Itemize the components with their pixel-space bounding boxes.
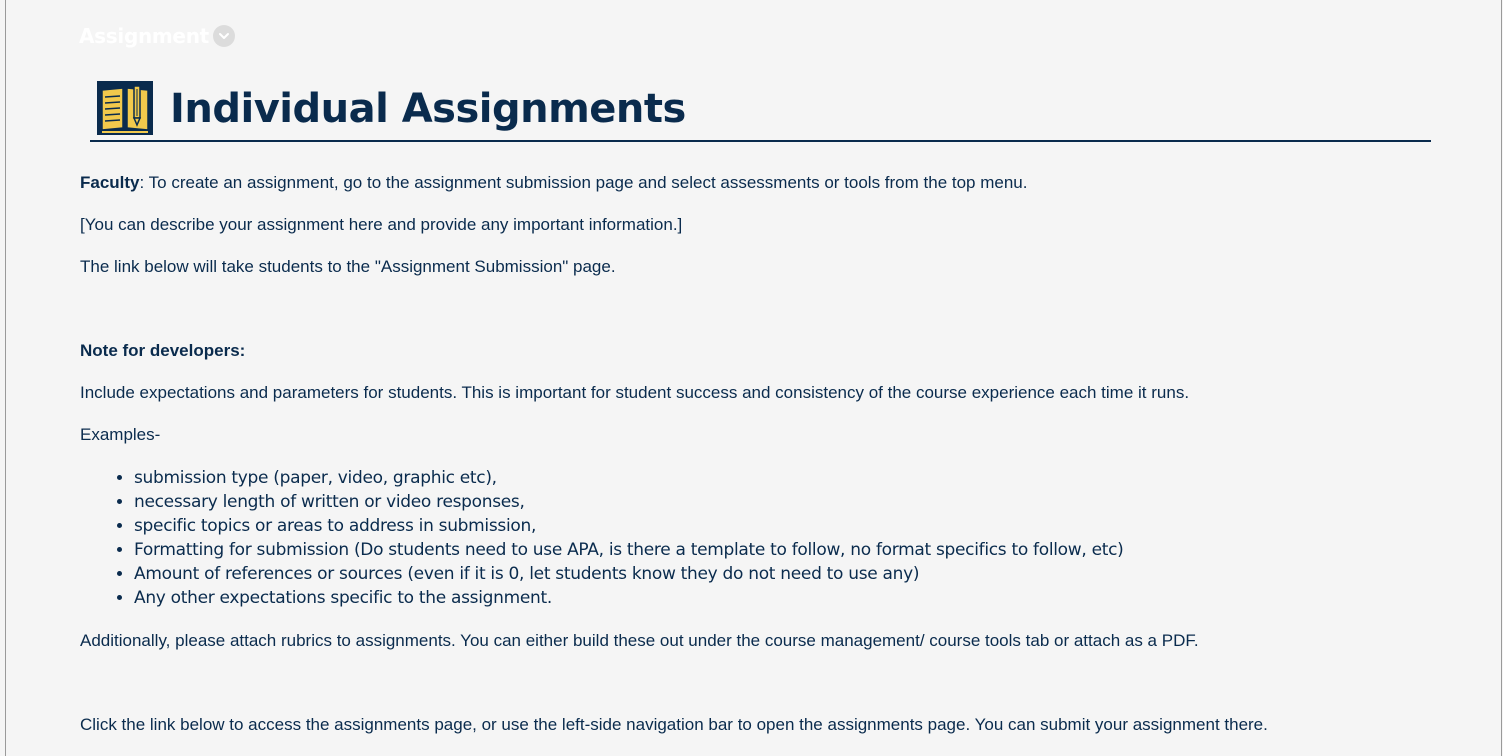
note-heading-text: Note for developers:	[80, 341, 246, 360]
spacer	[80, 298, 1460, 340]
list-item: • necessary length of written or video responses,	[134, 490, 1460, 514]
faculty-label: Faculty	[80, 173, 140, 192]
chevron-down-icon[interactable]	[213, 25, 235, 47]
item-header	[79, 24, 235, 48]
describe-paragraph: [You can describe your assignment here and provide any important information.]	[80, 215, 683, 234]
spacer	[80, 672, 1460, 714]
access-paragraph: Click the link below to access the assignments page, or use the left-side navigation bar to open the assignments page. You can submit your assignment there.	[80, 715, 1268, 734]
list-item: • specific topics or areas to address in submission,	[134, 514, 1460, 538]
item-content	[80, 172, 1460, 756]
book-pencil-icon	[96, 80, 154, 136]
faculty-text: : To create an assignment, go to the assignment submission page and select assessments or tools from the top menu.	[139, 173, 1028, 192]
list-item: • Amount of references or sources (even if it is 0, let students know they do not need to use any)	[134, 562, 1460, 586]
page-banner	[90, 80, 1431, 142]
expectations-paragraph: Include expectations and parameters for students. This is important for student success and consistency of the course experience each time it runs.	[80, 383, 1190, 402]
faculty-paragraph	[80, 172, 1460, 194]
content-item-frame	[5, 0, 1502, 756]
list-item: • submission type (paper, video, graphic etc),	[134, 466, 1460, 490]
examples-label: Examples-	[80, 425, 161, 444]
note-heading	[80, 340, 1460, 362]
page-title: Individual Assignments	[170, 86, 686, 132]
examples-list	[80, 466, 1460, 610]
item-title[interactable]: Assignment	[79, 24, 209, 48]
link-paragraph: The link below will take students to the "Assignment Submission" page.	[80, 257, 616, 276]
list-item: • Any other expectations specific to the assignment.	[134, 586, 1460, 610]
rubrics-paragraph: Additionally, please attach rubrics to assignments. You can either build these out under the course management/ course tools tab or attach as a PDF.	[80, 631, 1199, 650]
list-item: • Formatting for submission (Do students need to use APA, is there a template to follow, no format specifics to follow, etc)	[134, 538, 1460, 562]
